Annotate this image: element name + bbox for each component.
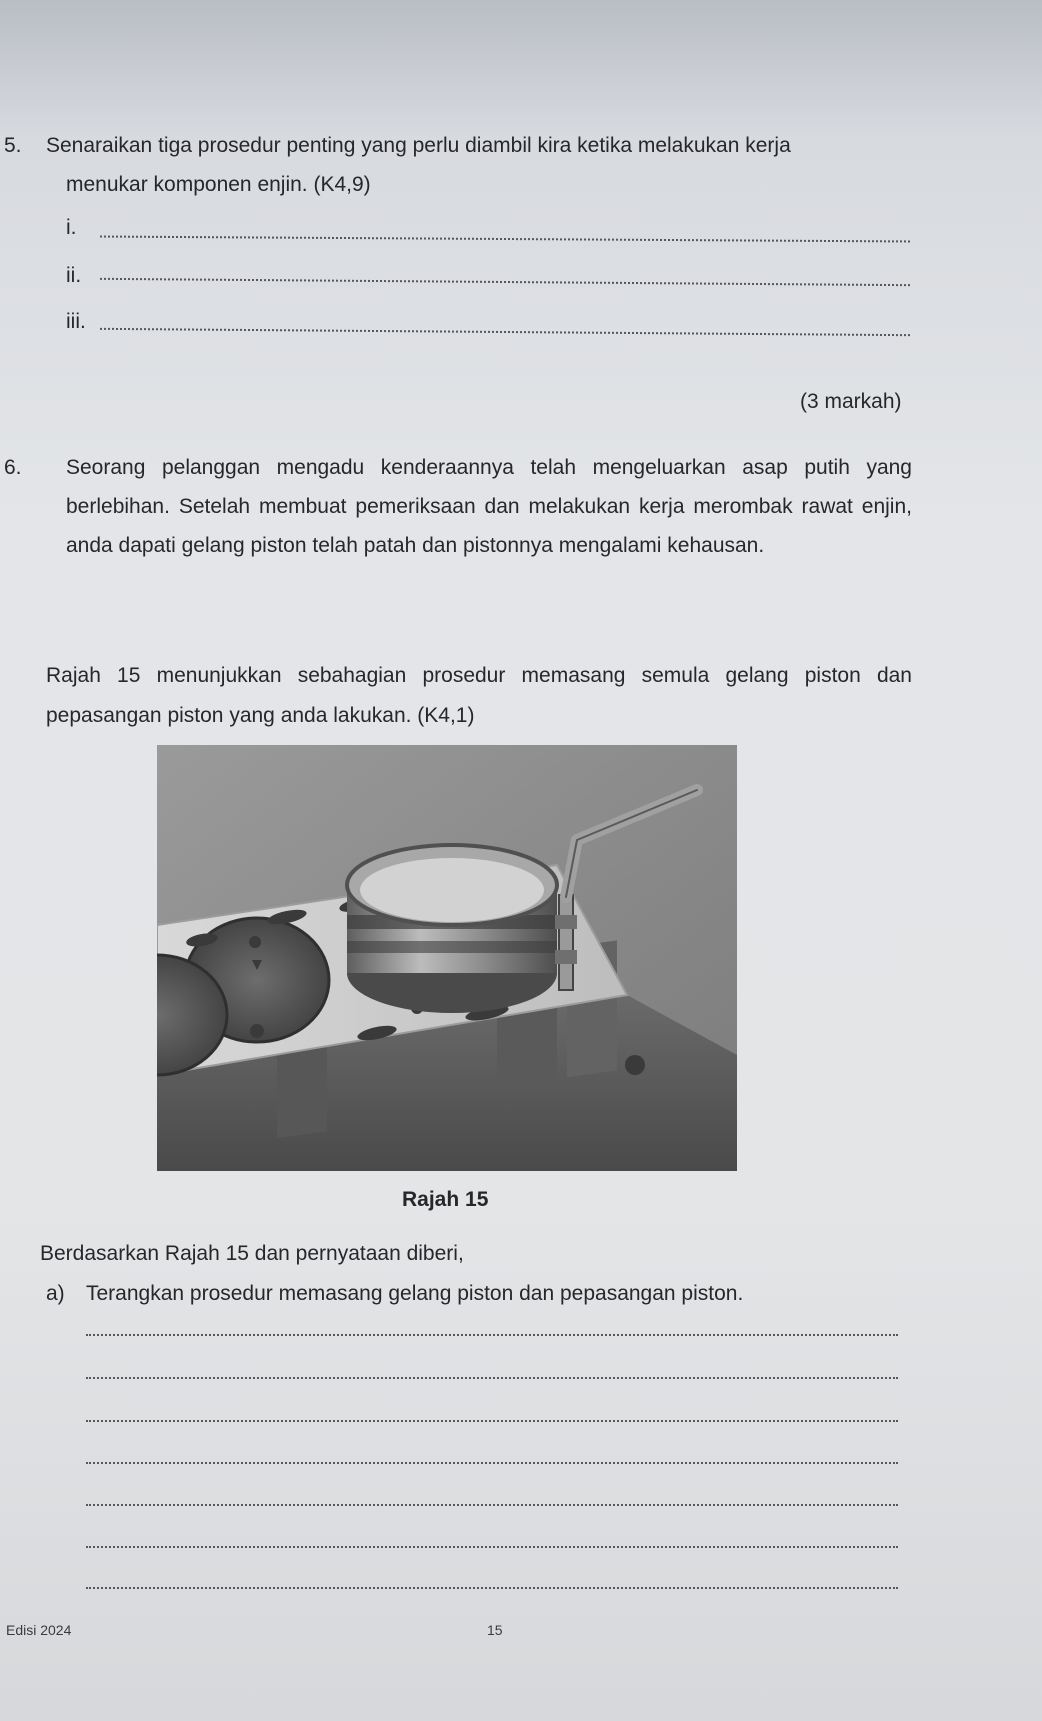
- answer-line-a-6[interactable]: [86, 1546, 898, 1548]
- answer-label-i: i.: [66, 216, 77, 239]
- engine-block-illustration: [157, 745, 737, 1171]
- question-6-paragraph-1: Seorang pelanggan mengadu kenderaannya telah mengeluarkan asap putih yang berlebihan. Setelah membuat pemeriksaan dan melakukan kerja merombak rawat enjin, anda dapati gelang piston telah patah dan pistonnya mengalami kehausan.: [66, 456, 912, 557]
- sub-question-a-text: Terangkan prosedur memasang gelang piston dan pepasangan piston.: [86, 1282, 744, 1305]
- question-5-line-2: menukar komponen enjin. (K4,9): [66, 173, 371, 196]
- footer-page-number: 15: [487, 1622, 503, 1638]
- question-5-line-1: Senaraikan tiga prosedur penting yang perlu diambil kira ketika melakukan kerja: [46, 134, 791, 157]
- answer-line-iii[interactable]: [100, 328, 910, 336]
- footer-edition: Edisi 2024: [6, 1622, 72, 1638]
- answer-line-a-3[interactable]: [86, 1420, 898, 1422]
- figure-caption: Rajah 15: [402, 1188, 489, 1211]
- question-5-number: 5.: [4, 134, 22, 157]
- question-6-instruction: Berdasarkan Rajah 15 dan pernyataan diberi,: [40, 1242, 464, 1265]
- question-5-marks: (3 markah): [800, 390, 902, 413]
- answer-line-a-1[interactable]: [86, 1334, 898, 1336]
- answer-line-a-7[interactable]: [86, 1587, 898, 1589]
- answer-line-a-2[interactable]: [86, 1377, 898, 1379]
- sub-question-a-label: a): [46, 1282, 65, 1305]
- question-6-number: 6.: [4, 456, 22, 479]
- answer-line-ii[interactable]: [100, 278, 910, 286]
- answer-label-iii: iii.: [66, 310, 86, 333]
- figure-piston-ring-compressor-photo: [157, 745, 737, 1171]
- answer-line-a-5[interactable]: [86, 1504, 898, 1506]
- question-6-paragraph-2: Rajah 15 menunjukkan sebahagian prosedur memasang semula gelang piston dan pepasangan piston yang anda lakukan. (K4,1): [46, 664, 912, 727]
- question-5-text: [46, 126, 926, 204]
- answer-line-a-4[interactable]: [86, 1462, 898, 1464]
- answer-line-i[interactable]: [100, 236, 910, 243]
- answer-label-ii: ii.: [66, 264, 82, 287]
